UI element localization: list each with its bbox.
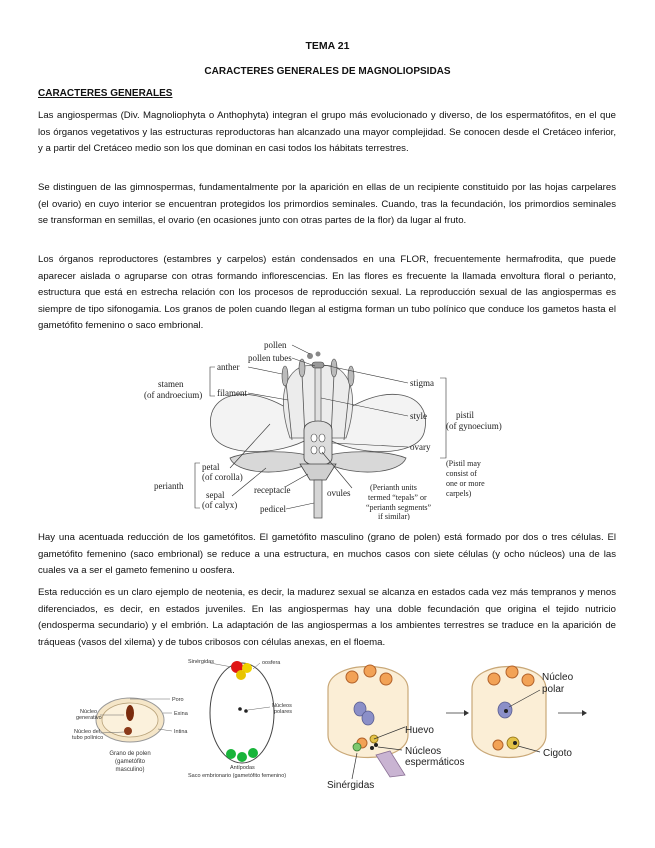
embryo-sac [210,661,274,763]
label-nucleos-espermaticos-2: espermáticos [405,757,465,768]
label-style: style [410,411,427,421]
stigma-shape [312,362,324,368]
label-nucleo-generativo-2: generativo [76,715,102,721]
label-nucleo-tubo-2: tubo polínico [72,735,104,741]
label-nucleo-polar-2: polar [542,684,565,695]
label-stigma: stigma [410,378,434,388]
label-nucleos-polares-1: Núcleos [272,703,292,709]
paragraph-1: Las angiospermas (Div. Magnoliophyta o Anthophyta) integran el grupo más evolucionado y diverso, de los espermatófitos, en el que los órganos vegetativos y las estructuras reproductoras han alcanzado una mayor complejidad. Se conocen desde el Cretáceo inferior, y a partir del Cretáceo medio son los que dominan en casi todos los hábitats terrestres. [38,110,616,155]
pistil-note-4: carpels) [446,489,472,498]
label-nucleos-espermaticos-1: Núcleos [405,746,442,757]
label-cigoto: Cigoto [543,748,572,759]
label-sinergidas-small: Sinérgidas [188,659,214,665]
fertilization-stage-2 [472,666,546,758]
receptacle-shape [300,464,336,480]
label-pistil: pistil [456,410,475,420]
perianth-note-2: termed “tepals” or [368,493,427,502]
pistil-note-1: (Pistil may [446,459,481,468]
label-sepal: sepal [206,490,225,500]
label-sinergidas-big: Sinérgidas [327,780,375,791]
paragraph-3: Los órganos reproductores (estambres y carpelos) están condensados en una FLOR, frecuentemente hermafrodita, que puede aparecer aislada o agruparse con otras formando inflorescencias. En las flores es frecuente la llamada envoltura floral o perianto, estructura que está en estrecha relación con los procesos de reproducción sexual. La reproducción sexual de las angiospermas es siempre de tipo sifonogamia. Los granos de polen cuando llegan al estigma forman un tubo polínico que conduce los gametos hasta el gametófito femenino o saco embrional. [38,254,616,332]
label-nucleo-generativo-1: Núcleo [80,709,98,715]
label-sepal-sub: (of calyx) [202,500,238,510]
pedicel-shape [314,480,322,518]
section-heading: CARACTERES GENERALES [38,88,173,99]
label-exina: Exina [174,711,188,717]
paragraph-2: Se distinguen de las gimnospermas, fundamentalmente por la aparición en ellas de un recipiente constituido por las hojas carpelares (el ovario) en cuyo interior se encuentran protegidos los primordios seminales. Cuando, tras la fecundación, los primordios seminales se transforman en semillas, el ovario (en ocasiones junto con otras partes de la flor) da lugar al fruto. [38,182,616,227]
label-poro: Poro [172,697,184,703]
pollen-caption-1: Grano de polen [109,751,151,757]
flower-diagram [140,338,520,520]
label-nucleo-polar-1: Núcleo [542,672,574,683]
pollen-caption-3: masculino) [115,767,145,773]
anther-right [348,366,354,386]
pollen-grain [96,698,164,742]
label-ovules: ovules [327,488,351,498]
pistil-note-3: one or more [446,479,485,488]
paragraph-4: Hay una acentuada reducción de los gametófitos. El gametófito masculino (grano de polen) está formado por dos o tres células. El gametófito femenino (saco embrional) se reduce a una estructura, en muchos casos con siete células (y ocho núcleos) una de las cuales va a ser el gameto femenino u oosfera. [38,532,616,577]
fertilization-stage-1 [328,665,408,777]
anther-left [282,366,288,386]
perianth-note-1: (Perianth units [370,483,417,492]
label-perianth: perianth [154,481,184,491]
label-petal: petal [202,462,220,472]
perianth-note-4: if similar) [378,512,410,520]
label-anther: anther [217,362,240,372]
style-shape [315,368,321,428]
label-petal-sub: (of corolla) [202,472,243,482]
label-receptacle: receptacle [254,485,291,495]
label-ovary: ovary [410,442,431,452]
paragraph-5: Esta reducción es un claro ejemplo de neotenia, es decir, la madurez sexual se alcanza en estados cada vez más tempranos y menos diferenciados, es decir, en estados juveniles. En las angiospermas hay una doble fecundación que origina el tejido nutricio (endosperma secundario) y el embrión. La adaptación de las angiospermas a los ambientes terrestres se traduce en la aparición de tráqueas (vasos del xilema) y de tubos cribosos con células anexas, en el floema. [38,587,616,648]
label-pistil-sub: (of gynoecium) [446,421,502,431]
label-huevo: Huevo [405,725,434,736]
pistil-note-2: consist of [446,469,477,478]
label-intina: Intina [174,729,188,735]
page-subtitle: CARACTERES GENERALES DE MAGNOLIOPSIDAS [204,66,451,77]
label-pollen-tubes: pollen tubes [248,353,292,363]
sac-caption: Saco embrionario (gametófito femenino) [188,773,287,779]
label-stamen-sub: (of androecium) [144,390,203,400]
label-oosfera: oosfera [262,660,281,666]
label-stamen: stamen [158,379,184,389]
sepal-right [326,452,406,472]
label-pollen: pollen [264,340,287,350]
pollen-caption-2: (gametófito [114,759,146,765]
perianth-note-3: “perianth segments” [366,503,432,512]
label-antipodas: Antípodas [230,765,255,771]
label-pedicel: pedicel [260,504,286,514]
page-title: TEMA 21 [305,40,350,52]
label-nucleo-tubo-1: Núcleo del [74,729,100,735]
label-filament: filament [217,388,247,398]
label-nucleos-polares-2: polares [274,709,293,715]
gametophyte-diagram [60,655,620,795]
